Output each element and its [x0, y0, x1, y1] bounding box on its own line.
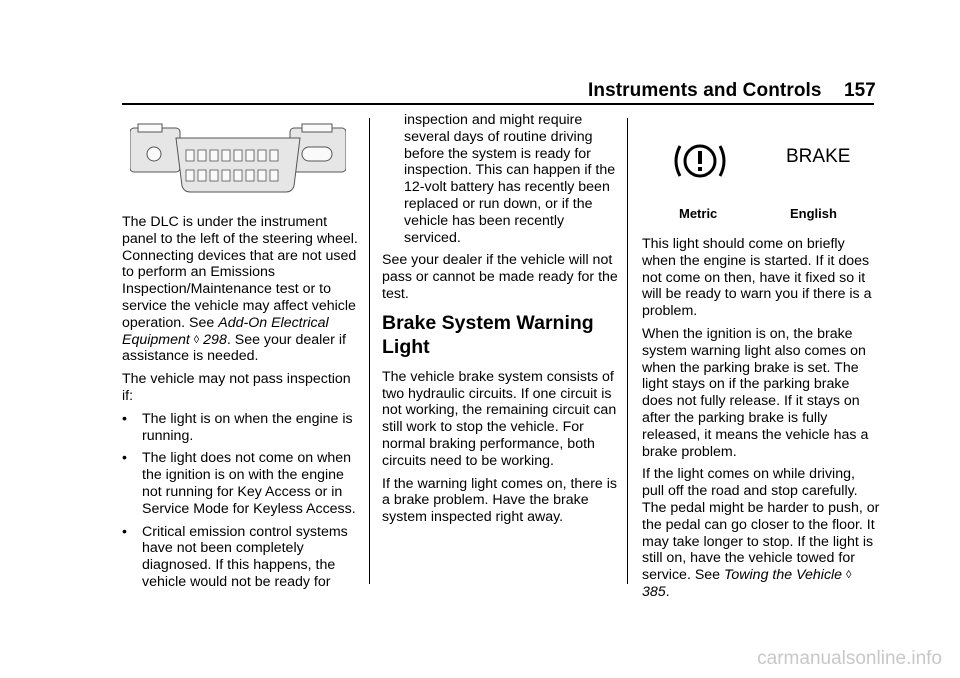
- page-reference-icon: ◊: [846, 569, 852, 582]
- column-divider-2: [627, 118, 628, 584]
- list-item: • The light does not come on when the ignition is on with the engine not running for Key Access or in Service Mode for Keyless Access.: [122, 450, 356, 517]
- list-item: • The light is on when the engine is running.: [122, 410, 353, 444]
- page-reference[interactable]: 385: [642, 583, 666, 600]
- add-on-electrical-link[interactable]: Add-On Electrical Equipment: [122, 314, 329, 348]
- column-1: [122, 214, 362, 597]
- column-divider-1: [369, 118, 370, 584]
- parking-brake-paragraph: When the ignition is on, the brake system warning light also comes on when the parking brake is set. The light stays on if the parking brake does not fully release. If it stays on after the parking brake is fully released, it means the vehicle has a brake problem.: [642, 325, 869, 460]
- brake-system-paragraph: The vehicle brake system consists of two hydraulic circuits. If one circuit is not working, the remaining circuit can still work to stop the vehicle. For normal braking performance, both circuits need to be working.: [382, 368, 617, 469]
- dlc-location-paragraph: The DLC is under the instrument panel to the left of the steering wheel. Connecting devices that are not used to perform an Emissions Inspection/Maintenance test or to service the vehicle may affect vehicle operation. See Add-On Electrical Equipment ◊ 298. See your dealer if assistance is needed.: [122, 214, 358, 365]
- column-3: [642, 236, 880, 607]
- caption-english: English: [790, 206, 837, 221]
- light-check-paragraph: This light should come on briefly when the engine is started. If it does not come on then, have it fixed so it will be ready to warn you if there is a problem.: [642, 236, 872, 320]
- dealer-paragraph: See your dealer if the vehicle will not pass or cannot be made ready for the test.: [382, 252, 618, 302]
- bullet-icon: •: [122, 410, 127, 427]
- dlc-connector-illustration: [130, 122, 346, 196]
- column-2: [382, 112, 618, 532]
- inspection-intro: The vehicle may not pass inspection if:: [122, 371, 351, 404]
- list-item: • Critical emission control systems have not been completely diagnosed. If this happens, the vehicle would not be ready for: [122, 523, 348, 590]
- warning-light-paragraph: If the warning light comes on, there is a brake problem. Have the brake system inspected right away.: [382, 475, 618, 526]
- header-rule: [122, 103, 874, 105]
- caption-metric: Metric: [679, 206, 718, 221]
- bullet-icon: •: [122, 450, 127, 467]
- towing-vehicle-link[interactable]: Towing the Vehicle: [724, 567, 843, 584]
- bullet-continuation: inspection and might require several days of routine driving before the system is ready for inspection. This can happen if the 12-volt battery has recently been replaced or run down, or if the vehicle has been recently serviced.: [404, 112, 616, 246]
- page-reference-icon: ◊: [193, 333, 200, 346]
- page-reference[interactable]: 298: [203, 331, 227, 348]
- bullet-icon: •: [122, 523, 127, 540]
- section-heading: Brake System Warning Light: [382, 311, 594, 358]
- page-number: 157: [844, 80, 876, 101]
- page-header-title: Instruments and Controls: [588, 80, 822, 101]
- brake-text-icon: BRAKE: [786, 146, 851, 167]
- watermark: carmanualsonline.info: [757, 648, 942, 669]
- brake-warning-icon: [670, 138, 730, 184]
- driving-warning-paragraph: If the light comes on while driving, pull off the road and stop carefully. The pedal might be harder to push, or the pedal can go closer to the floor. It may take longer to stop. If the light is still on, have the vehicle towed for service. See Towing the Vehicle ◊ 385.: [642, 466, 880, 600]
